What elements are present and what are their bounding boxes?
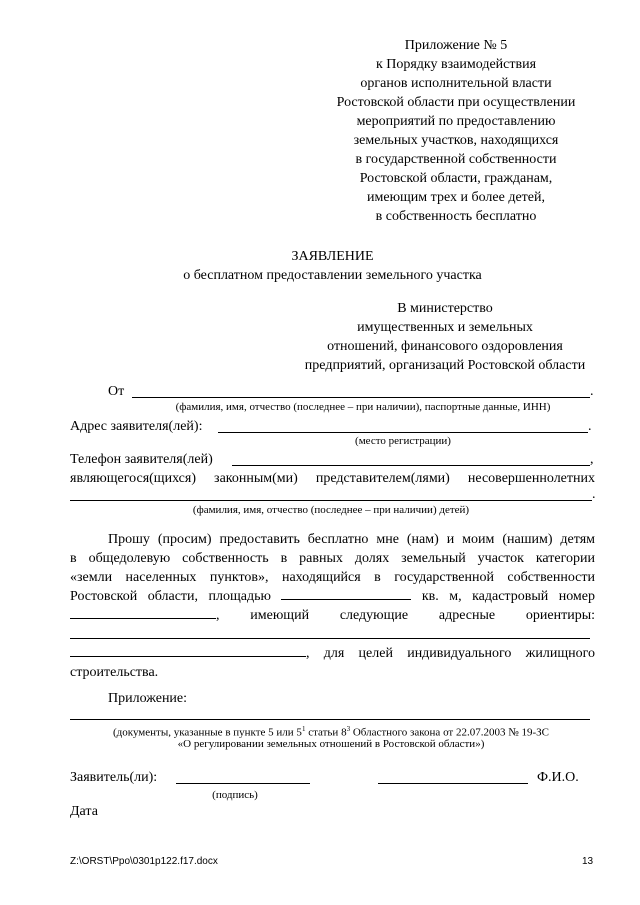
- attachment-caption-line2: «О регулировании земельных отношений в Ростовской области»): [177, 738, 485, 750]
- representative-text: [70, 469, 595, 488]
- representative-line: являющегося(щихся) законным(ми) представителем(лями) несовершеннолетних: [70, 471, 595, 486]
- attachment-label: Приложение:: [108, 691, 188, 706]
- addressee-line: В министерство: [397, 301, 493, 316]
- attachment-field[interactable]: [70, 719, 590, 720]
- addressee-line: имущественных и земельных: [357, 320, 533, 335]
- address-landmarks-field-2[interactable]: [70, 644, 306, 657]
- children-period: .: [592, 487, 596, 502]
- attachment-caption-part: (документы, указанные в пункте 5 или 5: [113, 726, 302, 739]
- phone-label: Телефон заявителя(лей): [70, 452, 213, 467]
- address-field[interactable]: [218, 432, 588, 433]
- attachment-caption-part: статьи 8: [305, 726, 347, 739]
- children-caption: (фамилия, имя, отчество (последнее – при наличии) детей): [192, 504, 470, 516]
- file-path: Z:\ORST\Ppo\0301p122.f17.docx: [70, 856, 218, 867]
- from-period: .: [590, 384, 594, 399]
- signature-field[interactable]: [176, 783, 310, 784]
- request-comma: ,: [216, 608, 220, 623]
- request-word: адресные: [438, 608, 496, 623]
- addressee-line: предприятий, организаций Ростовской области: [304, 358, 586, 373]
- request-line: [70, 625, 595, 644]
- applicant-label: Заявитель(ли):: [70, 770, 158, 785]
- appendix-line: мероприятий по предоставлению: [356, 114, 556, 129]
- attachment-caption-part: Областного закона от 22.07.2003 № 19-ЗС: [350, 726, 549, 739]
- request-line: [70, 606, 595, 625]
- appendix-line: Ростовской области, гражданам,: [359, 171, 553, 186]
- request-word: имеющий: [250, 608, 310, 623]
- superscript: 1: [301, 725, 306, 733]
- request-word: ориентиры:: [525, 608, 596, 623]
- document-title: ЗАЯВЛЕНИЕ: [291, 249, 374, 264]
- request-cadastral-label: кв. м, кадастровый номер: [421, 589, 595, 604]
- page-number: 13: [582, 856, 594, 867]
- addressee-block: [280, 299, 610, 375]
- addressee-line: отношений, финансового оздоровления: [327, 339, 563, 354]
- appendix-line: Ростовской области при осуществлении: [336, 95, 576, 110]
- address-caption: (место регистрации): [355, 435, 451, 447]
- superscript: 3: [346, 725, 351, 733]
- request-line: в общедолевую собственность в равных долях земельный участок категории: [70, 551, 595, 566]
- from-label: От: [108, 384, 125, 399]
- appendix-line: в государственной собственности: [355, 152, 557, 167]
- address-label: Адрес заявителя(лей):: [70, 419, 203, 434]
- appendix-line: Приложение № 5: [404, 38, 508, 53]
- request-purpose: , для целей индивидуального жилищного: [306, 646, 595, 661]
- appendix-line: органов исполнительной власти: [360, 76, 552, 91]
- signature-caption: (подпись): [212, 789, 258, 801]
- area-field[interactable]: [281, 587, 411, 600]
- full-name-label: Ф.И.О.: [537, 770, 579, 785]
- request-paragraph: [70, 530, 595, 682]
- address-period: .: [588, 419, 592, 434]
- request-line: [70, 644, 595, 663]
- cadastral-number-field[interactable]: [70, 606, 216, 619]
- appendix-line: имеющим трех и более детей,: [367, 190, 545, 205]
- appendix-line: земельных участков, находящихся: [353, 133, 559, 148]
- full-name-field[interactable]: [378, 783, 528, 784]
- request-line: [70, 587, 595, 606]
- from-caption: (фамилия, имя, отчество (последнее – при наличии), паспортные данные, ИНН): [175, 401, 551, 413]
- request-line: «земли населенных пунктов», находящийся в государственной собственности: [70, 570, 595, 585]
- phone-comma: ,: [590, 452, 594, 467]
- request-line: строительства.: [70, 665, 159, 680]
- request-line: Прошу (просим) предоставить бесплатно мне (нам) и моим (нашим) детям: [108, 532, 595, 547]
- phone-field[interactable]: [232, 465, 590, 466]
- appendix-header: [300, 36, 612, 226]
- address-landmarks-field[interactable]: [70, 638, 590, 639]
- request-word: следующие: [339, 608, 409, 623]
- appendix-line: в собственность бесплатно: [375, 209, 537, 224]
- date-label: Дата: [70, 804, 98, 819]
- appendix-line: к Порядку взаимодействия: [375, 57, 537, 72]
- request-area-label: Ростовской области, площадью: [70, 589, 271, 604]
- document-subtitle: о бесплатном предоставлении земельного участка: [183, 268, 482, 283]
- children-field[interactable]: [70, 500, 592, 501]
- from-field[interactable]: [132, 397, 590, 398]
